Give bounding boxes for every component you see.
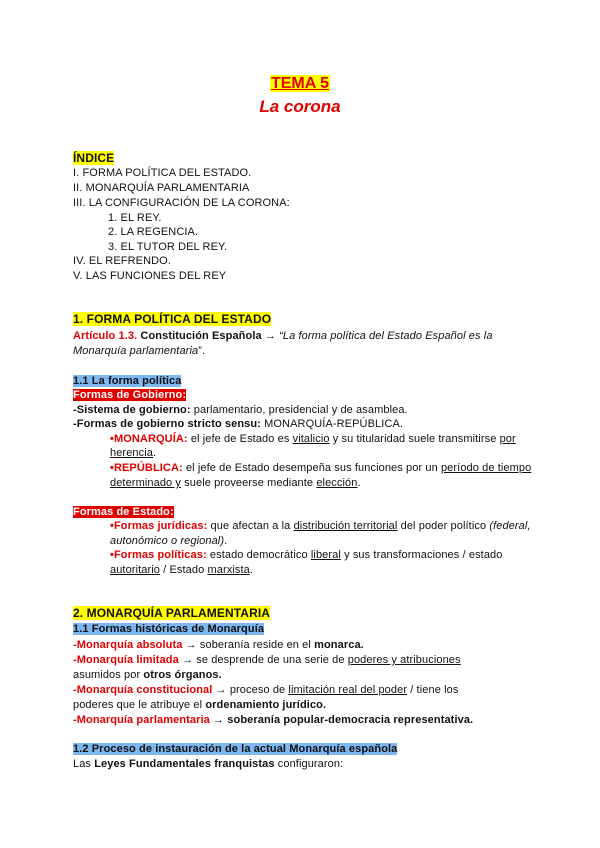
monarquia-parlamentaria: -Monarquía parlamentaria → soberanía popular-democracia representativa. [73,714,474,726]
monarquia-limitada-2: asumidos por otros órganos. [73,669,222,681]
monarquia-def-2: herencia. [110,447,157,459]
indice-item: 2. LA REGENCIA. [108,226,199,238]
indice-item: III. LA CONFIGURACIÓN DE LA CORONA: [73,197,290,209]
indice-item: 3. EL TUTOR DEL REY. [108,241,228,253]
subsection-formas-historicas: 1.1 Formas históricas de Monarquía [73,623,265,635]
articulo-line-2: Monarquía parlamentaria”. [73,345,206,357]
leyes-fundamentales: Las Leyes Fundamentales franquistas configuraron: [73,758,344,770]
section-2-heading: 2. MONARQUÍA PARLAMENTARIA [73,606,271,620]
subsection-1-1: 1.1 La forma política [73,375,182,387]
republica-def-2: determinado y suele proveerse mediante elección. [110,477,361,489]
formas-estado-label: Formas de Estado: [73,506,174,518]
formas-politicas-2: autoritario / Estado marxista. [110,564,254,576]
subtitle: La corona [259,97,341,116]
section-1-heading: 1. FORMA POLÍTICA DEL ESTADO [73,312,272,326]
formas-estricto: -Formas de gobierno stricto sensu: MONARQUÍA-REPÚBLICA. [73,418,404,430]
monarquia-constitucional: -Monarquía constitucional → proceso de limitación real del poder / tiene los [73,684,459,696]
monarquia-def: •MONARQUÍA: el jefe de Estado es vitalicio y su titularidad suele transmitirse por [110,433,516,445]
formas-juridicas: •Formas jurídicas: que afectan a la distribución territorial del poder político (federal, [110,520,531,532]
monarquia-constitucional-2: poderes que le atribuye el ordenamiento jurídico. [73,699,327,711]
indice-item: I. FORMA POLÍTICA DEL ESTADO. [73,167,252,179]
subsection-proceso: 1.2 Proceso de instauración de la actual Monarquía española [73,743,398,755]
indice-item: 1. EL REY. [108,212,162,224]
formas-gobierno-label: Formas de Gobierno: [73,389,187,401]
formas-politicas: •Formas políticas: estado democrático liberal y sus transformaciones / estado [110,549,503,561]
monarquia-absoluta: -Monarquía absoluta → soberanía reside en el monarca. [73,639,364,651]
monarquia-limitada: -Monarquía limitada → se desprende de una serie de poderes y atribuciones [73,654,461,666]
indice-item: V. LAS FUNCIONES DEL REY [73,270,227,282]
indice-item: IV. EL REFRENDO. [73,255,171,267]
articulo-line: Artículo 1.3. Constitución Española → “La forma política del Estado Español es la [73,330,493,342]
formas-juridicas-2: autonómico o regional). [110,535,228,547]
indice-heading: ÍNDICE [73,151,115,165]
indice-item: II. MONARQUÍA PARLAMENTARIA [73,182,250,194]
republica-def: •REPÚBLICA: el jefe de Estado desempeña sus funciones por un período de tiempo [110,462,532,474]
tema-title: TEMA 5 [270,75,330,92]
sistema-gobierno: -Sistema de gobierno: parlamentario, presidencial y de asamblea. [73,404,408,416]
